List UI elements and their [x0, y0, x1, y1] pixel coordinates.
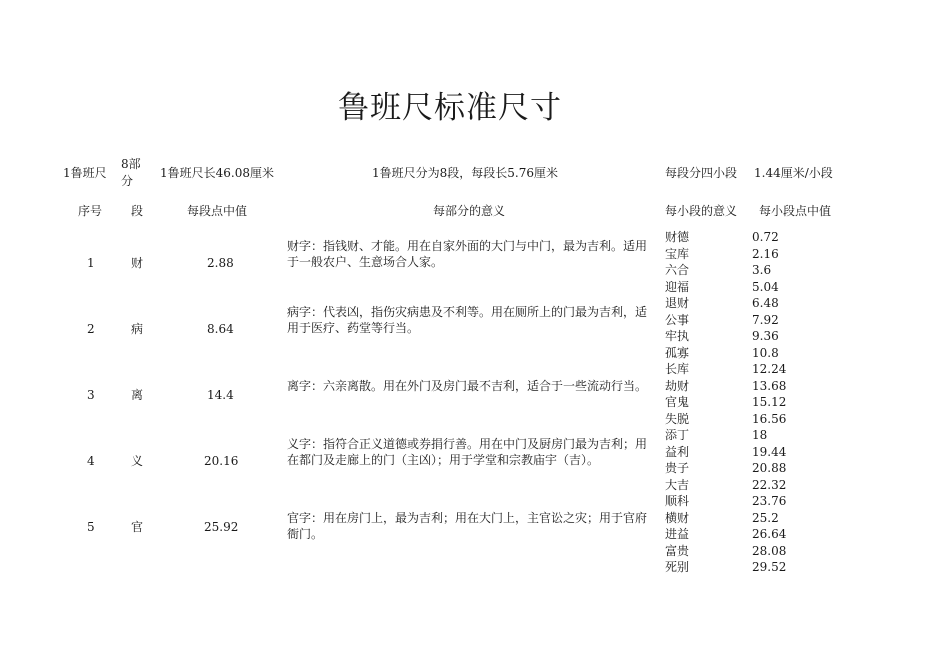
- sub-segment-value: 7.92: [752, 312, 779, 327]
- sub-segment-value: 13.68: [752, 378, 787, 393]
- list-item: [665, 279, 865, 296]
- row-1-seq: 1: [87, 256, 95, 270]
- list-item: [665, 229, 865, 246]
- list-item: [665, 526, 865, 543]
- row-2-seq: 2: [87, 322, 95, 336]
- row-5-seq: 5: [87, 520, 95, 534]
- list-item: [665, 312, 865, 329]
- sub-segment-name: 劫财: [665, 378, 690, 393]
- row-4-segment: 义: [131, 454, 144, 468]
- sub-segment-value: 28.08: [752, 543, 787, 558]
- list-item: [665, 477, 865, 494]
- sub-segment-name: 横财: [665, 510, 690, 525]
- header-meaning: 每部分的意义: [433, 204, 506, 218]
- sub-segment-value: 15.12: [752, 395, 787, 409]
- list-item: [665, 262, 865, 279]
- sub-segment-value: 26.64: [752, 527, 787, 541]
- sub-segment-value: 6.48: [752, 296, 779, 310]
- row-3-segment: 离: [131, 388, 144, 402]
- segment-length-cell: 1鲁班尺分为8段，每段长5.76厘米: [372, 166, 558, 180]
- sub-segment-name: 孤寡: [665, 345, 690, 360]
- list-item: [665, 427, 865, 444]
- list-item: [665, 411, 865, 428]
- sub-segment-value: 12.24: [752, 362, 787, 376]
- list-item: [665, 345, 865, 362]
- sub-segment-value: 5.04: [752, 279, 779, 294]
- sub-segment-value: 16.56: [752, 411, 787, 426]
- ruler-length-cell: 1鲁班尺长46.08厘米: [160, 166, 274, 180]
- sub-segment-name: 财德: [665, 230, 690, 244]
- sub-segment-value: 20.88: [752, 461, 787, 475]
- parts-count-cell-line2: 分: [121, 174, 134, 188]
- list-item: [665, 510, 865, 527]
- list-item: [665, 295, 865, 312]
- row-4-meaning: 义字：指符合正义道德或券捐行善。用在中门及厨房门最为吉利；用在都门及走廊上的门（主凶）；用于学堂和宗教庙宇（吉）。: [287, 437, 648, 467]
- row-5-meaning: 官字：用在房门上，最为吉利；用在大门上，主官讼之灾；用于官府衙门。: [287, 511, 648, 541]
- sub-segment-name: 贵子: [665, 461, 690, 475]
- header-segment: 段: [131, 204, 144, 218]
- list-item: [665, 246, 865, 263]
- sub-segment-name: 失脱: [665, 411, 690, 426]
- sub-segment-value: 19.44: [752, 444, 787, 459]
- sub-segment-value: 25.2: [752, 510, 779, 525]
- sub-segment-value: 10.8: [752, 345, 779, 360]
- sub-segment-name: 长库: [665, 362, 690, 376]
- sub-segment-count-cell: 每段分四小段: [665, 166, 738, 180]
- sub-segment-length-cell: 1.44厘米/小段: [754, 166, 833, 180]
- header-segment-mid: 每段点中值: [187, 204, 248, 218]
- list-item: [665, 559, 865, 576]
- row-5-segment: 官: [131, 520, 144, 534]
- sub-segment-name: 迎福: [665, 279, 690, 294]
- sub-segment-value: 22.32: [752, 477, 787, 492]
- sub-segment-name: 添丁: [665, 428, 690, 442]
- sub-segment-name: 公事: [665, 312, 690, 327]
- sub-segment-value: 2.16: [752, 246, 779, 261]
- header-sub-mid: 每小段点中值: [759, 204, 832, 218]
- list-item: [665, 394, 865, 411]
- parts-count-cell-line1: 8部: [121, 157, 141, 171]
- row-2-mid: 8.64: [207, 322, 234, 336]
- sub-segment-value: 23.76: [752, 494, 787, 508]
- list-item: [665, 444, 865, 461]
- sub-segment-name: 益利: [665, 444, 690, 459]
- list-item: [665, 460, 865, 477]
- list-item: [665, 493, 865, 510]
- row-3-seq: 3: [87, 388, 95, 402]
- row-3-mid: 14.4: [207, 388, 234, 402]
- row-2-segment: 病: [131, 322, 144, 336]
- row-3-meaning: 离字：六亲离散。用在外门及房门最不吉利，适合于一些流动行当。: [287, 379, 648, 393]
- sub-segment-name: 退财: [665, 296, 690, 310]
- sub-segment-name: 宝库: [665, 246, 690, 261]
- sub-segment-name: 大吉: [665, 477, 690, 492]
- row-1-mid: 2.88: [207, 256, 234, 270]
- sub-segment-value: 0.72: [752, 230, 779, 244]
- sub-segment-name: 官鬼: [665, 395, 690, 409]
- ruler-unit-cell: 1鲁班尺: [63, 166, 107, 180]
- list-item: [665, 543, 865, 560]
- list-item: [665, 328, 865, 345]
- row-1-meaning: 财字：指钱财、才能。用在自家外面的大门与中门，最为吉利。适用于一般农户、生意场合人家。: [287, 239, 648, 269]
- row-5-mid: 25.92: [204, 520, 239, 534]
- header-seq: 序号: [78, 204, 103, 218]
- sub-segment-name: 进益: [665, 527, 690, 541]
- sub-segment-name: 富贵: [665, 543, 690, 558]
- sub-segment-name: 牢执: [665, 329, 690, 343]
- row-1-segment: 财: [131, 256, 144, 270]
- sub-segment-value: 29.52: [752, 560, 787, 574]
- sub-segment-value: 18: [752, 428, 768, 442]
- sub-segment-name: 顺科: [665, 494, 690, 508]
- sub-segment-name: 六合: [665, 263, 690, 277]
- list-item: [665, 361, 865, 378]
- list-item: [665, 378, 865, 395]
- row-2-meaning: 病字：代表凶，指伤灾病患及不利等。用在厕所上的门最为吉利，适用于医疗、药堂等行当。: [287, 305, 648, 335]
- row-4-seq: 4: [87, 454, 95, 468]
- sub-segment-value: 9.36: [752, 329, 779, 343]
- page-title: 鲁班尺标准尺寸: [338, 90, 562, 126]
- sub-segment-name: 死别: [665, 560, 690, 574]
- sub-segment-list: [665, 229, 865, 576]
- header-sub-meaning: 每小段的意义: [665, 204, 738, 218]
- sub-segment-value: 3.6: [752, 263, 772, 277]
- row-4-mid: 20.16: [204, 454, 239, 468]
